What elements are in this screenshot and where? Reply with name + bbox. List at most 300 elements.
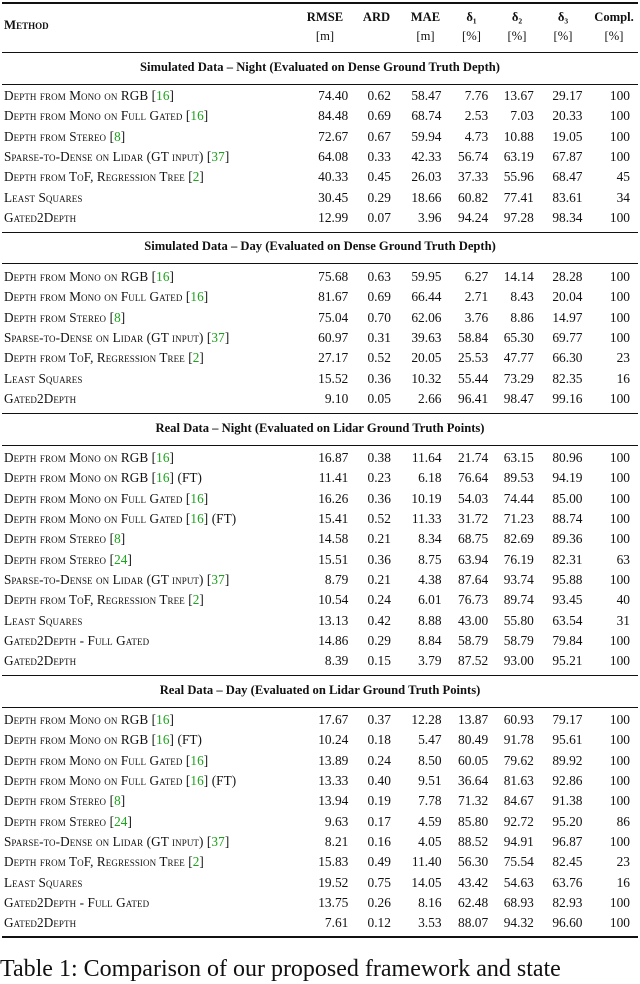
value-cell: 81.67 — [303, 287, 349, 307]
method-cell: Sparse-to-Dense on Lidar (GT input) [37] — [0, 147, 303, 167]
value-cell: 95.20 — [534, 811, 583, 831]
method-name: Gated2Depth — [4, 653, 76, 668]
mae-header — [400, 8, 451, 46]
value-cell: 26.03 — [391, 167, 442, 187]
citation-link[interactable]: 8 — [114, 129, 121, 144]
method-name: Depth from Mono on Full Gated — [4, 753, 183, 768]
table-row — [0, 529, 640, 549]
table-row — [0, 872, 640, 892]
value-cell: 0.17 — [348, 811, 391, 831]
value-cell: 0.31 — [348, 328, 391, 348]
value-cell: 88.07 — [442, 913, 489, 933]
citation-link[interactable]: 24 — [114, 814, 127, 829]
value-cell: 0.45 — [348, 167, 391, 187]
value-cell: 8.34 — [391, 529, 442, 549]
method-name: Gated2Depth - Full Gated — [4, 633, 149, 648]
method-name: Sparse-to-Dense on Lidar (GT input) — [4, 834, 204, 849]
value-cell: 43.00 — [442, 610, 489, 630]
citation-link[interactable]: 24 — [114, 552, 127, 567]
value-cell: 63.54 — [534, 610, 583, 630]
ard-header — [355, 8, 398, 27]
value-cell: 40.33 — [303, 167, 349, 187]
value-cell: 63.19 — [488, 147, 534, 167]
value-cell: 100 — [583, 730, 640, 750]
citation-link[interactable]: 16 — [190, 511, 203, 526]
delta1-unit: [%] — [448, 27, 495, 46]
value-cell: 14.14 — [488, 267, 534, 287]
citation-link[interactable]: 16 — [156, 732, 169, 747]
value-cell: 45 — [582, 167, 640, 187]
table-row — [0, 208, 640, 228]
value-cell: 91.78 — [488, 730, 534, 750]
table-row — [0, 448, 640, 468]
value-cell: 100 — [583, 771, 640, 791]
value-cell: 27.17 — [303, 348, 349, 368]
value-cell: 0.19 — [348, 791, 391, 811]
method-name: Least Squares — [4, 875, 83, 890]
value-cell: 68.93 — [488, 893, 534, 913]
value-cell: 100 — [583, 651, 640, 671]
value-cell: 13.75 — [303, 893, 349, 913]
table-row — [0, 468, 640, 488]
method-header: Method — [4, 18, 49, 33]
table-row — [0, 267, 640, 287]
value-cell: 58.47 — [391, 86, 442, 106]
method-name: Depth from Mono on RGB — [4, 732, 148, 747]
citation-link[interactable]: 37 — [211, 330, 224, 345]
value-cell: 93.45 — [534, 590, 583, 610]
table-row — [0, 893, 640, 913]
ard-label: ARD — [355, 8, 398, 27]
value-cell: 0.15 — [348, 651, 391, 671]
value-cell: 100 — [582, 389, 640, 409]
value-cell: 82.45 — [534, 852, 583, 872]
method-cell: Sparse-to-Dense on Lidar (GT input) [37] — [0, 328, 303, 348]
results-table-real-day — [0, 710, 640, 933]
value-cell: 11.33 — [391, 509, 442, 529]
citation-link[interactable]: 16 — [156, 712, 169, 727]
value-cell: 66.30 — [534, 348, 583, 368]
value-cell: 16.87 — [303, 448, 349, 468]
citation-link[interactable]: 16 — [190, 491, 203, 506]
value-cell: 100 — [583, 791, 640, 811]
table-row — [0, 913, 640, 933]
value-cell: 10.88 — [488, 127, 534, 147]
value-cell: 55.80 — [488, 610, 534, 630]
method-name: Depth from Mono on RGB — [4, 450, 148, 465]
value-cell: 20.04 — [534, 287, 583, 307]
citation-link[interactable]: 37 — [211, 149, 224, 164]
value-cell: 100 — [583, 893, 640, 913]
method-name: Least Squares — [4, 371, 83, 386]
value-cell: 68.74 — [391, 106, 442, 126]
section-rule — [2, 84, 638, 85]
value-cell: 88.74 — [534, 509, 583, 529]
value-cell: 100 — [582, 267, 640, 287]
method-cell — [0, 913, 303, 933]
citation-link[interactable]: 8 — [114, 310, 121, 325]
value-cell: 36.64 — [442, 771, 489, 791]
citation-link[interactable]: 16 — [156, 450, 169, 465]
value-cell: 28.28 — [534, 267, 583, 287]
value-cell: 98.47 — [488, 389, 534, 409]
value-cell: 17.67 — [303, 710, 349, 730]
value-cell: 9.63 — [303, 811, 349, 831]
value-cell: 14.97 — [534, 308, 583, 328]
value-cell: 68.75 — [442, 529, 489, 549]
method-name: Gated2Depth - Full Gated — [4, 895, 149, 910]
value-cell: 4.59 — [391, 811, 442, 831]
table-row — [0, 610, 640, 630]
method-cell — [0, 208, 303, 228]
value-cell: 100 — [582, 328, 640, 348]
value-cell: 0.36 — [348, 549, 391, 569]
value-cell: 62.06 — [391, 308, 442, 328]
value-cell: 55.44 — [441, 368, 488, 388]
value-cell: 65.30 — [488, 328, 534, 348]
compl-label: Compl. — [588, 8, 640, 27]
value-cell: 6.18 — [391, 468, 442, 488]
value-cell: 93.74 — [488, 570, 534, 590]
value-cell: 94.24 — [441, 208, 488, 228]
value-cell: 62.48 — [442, 893, 489, 913]
value-cell: 66.44 — [391, 287, 442, 307]
value-cell: 63.15 — [488, 448, 534, 468]
value-cell: 30.45 — [303, 187, 349, 207]
citation-link[interactable]: 16 — [190, 289, 203, 304]
value-cell: 0.67 — [348, 127, 391, 147]
value-cell: 0.37 — [348, 710, 391, 730]
value-cell: 84.67 — [488, 791, 534, 811]
value-cell: 7.76 — [441, 86, 488, 106]
results-table-sim-day — [0, 267, 640, 409]
value-cell: 43.42 — [442, 872, 489, 892]
value-cell: 73.29 — [488, 368, 534, 388]
method-cell: Depth from Mono on RGB [16] — [0, 267, 303, 287]
value-cell: 69.77 — [534, 328, 583, 348]
value-cell: 63.94 — [442, 549, 489, 569]
value-cell: 75.54 — [488, 852, 534, 872]
method-name: Depth from Mono on RGB — [4, 269, 148, 284]
section-end-rule — [2, 413, 638, 414]
value-cell: 100 — [583, 468, 640, 488]
value-cell: 89.36 — [534, 529, 583, 549]
method-cell: Depth from ToF, Regression Tree [2] — [0, 348, 303, 368]
section-title: Simulated Data – Night (Evaluated on Dense Ground Truth Depth) — [0, 60, 640, 75]
delta3-unit: [%] — [540, 27, 586, 46]
method-cell — [0, 651, 303, 671]
value-cell: 0.69 — [348, 106, 391, 126]
table-row — [0, 489, 640, 509]
value-cell: 5.47 — [391, 730, 442, 750]
value-cell: 63 — [583, 549, 640, 569]
value-cell: 25.53 — [441, 348, 488, 368]
value-cell: 23 — [582, 348, 640, 368]
value-cell: 59.95 — [391, 267, 442, 287]
table-row — [0, 187, 640, 207]
value-cell: 4.38 — [391, 570, 442, 590]
method-name: Depth from Mono on Full Gated — [4, 289, 183, 304]
value-cell: 14.58 — [303, 529, 349, 549]
table-header — [0, 2, 640, 50]
value-cell: 13.33 — [303, 771, 349, 791]
method-cell: Depth from Stereo [8] — [0, 308, 303, 328]
value-cell: 100 — [583, 832, 640, 852]
value-cell: 60.97 — [303, 328, 349, 348]
value-cell: 85.80 — [442, 811, 489, 831]
compl-unit: [%] — [588, 27, 640, 46]
citation-link[interactable]: 16 — [190, 753, 203, 768]
value-cell: 94.19 — [534, 468, 583, 488]
method-cell: Depth from Stereo [24] — [0, 549, 303, 569]
citation-link[interactable]: 8 — [114, 531, 121, 546]
value-cell: 79.17 — [534, 710, 583, 730]
table-row — [0, 328, 640, 348]
method-name: Depth from ToF, Regression Tree — [4, 350, 185, 365]
method-name: Depth from Mono on RGB — [4, 712, 148, 727]
value-cell: 58.79 — [488, 631, 534, 651]
value-cell: 100 — [583, 913, 640, 933]
method-name: Depth from Mono on RGB — [4, 470, 148, 485]
method-name: Least Squares — [4, 613, 83, 628]
citation-link[interactable]: 2 — [193, 592, 200, 607]
value-cell: 23 — [583, 852, 640, 872]
results-table-real-night — [0, 448, 640, 671]
value-cell: 100 — [582, 147, 640, 167]
method-suffix: (FT) — [212, 511, 237, 526]
value-cell: 72.67 — [303, 127, 349, 147]
value-cell: 60.05 — [442, 751, 489, 771]
citation-link[interactable]: 2 — [193, 350, 200, 365]
value-cell: 82.35 — [534, 368, 583, 388]
value-cell: 11.40 — [391, 852, 442, 872]
value-cell: 0.24 — [348, 751, 391, 771]
value-cell: 42.33 — [391, 147, 442, 167]
table-row — [0, 167, 640, 187]
value-cell: 79.62 — [488, 751, 534, 771]
table-row — [0, 590, 640, 610]
method-cell: Depth from Stereo [8] — [0, 791, 303, 811]
value-cell: 82.93 — [534, 893, 583, 913]
table-row — [0, 570, 640, 590]
value-cell: 56.74 — [441, 147, 488, 167]
value-cell: 12.28 — [391, 710, 442, 730]
value-cell: 81.63 — [488, 771, 534, 791]
bottom-rule — [2, 936, 638, 938]
method-name: Sparse-to-Dense on Lidar (GT input) — [4, 330, 204, 345]
value-cell: 21.74 — [442, 448, 489, 468]
value-cell: 88.52 — [442, 832, 489, 852]
value-cell: 0.24 — [348, 590, 391, 610]
value-cell: 94.91 — [488, 832, 534, 852]
value-cell: 60.82 — [441, 187, 488, 207]
value-cell: 56.30 — [442, 852, 489, 872]
value-cell: 37.33 — [441, 167, 488, 187]
value-cell: 76.73 — [442, 590, 489, 610]
method-name: Depth from Mono on RGB — [4, 88, 148, 103]
table-row — [0, 852, 640, 872]
method-name: Depth from ToF, Regression Tree — [4, 592, 185, 607]
value-cell: 85.00 — [534, 489, 583, 509]
header-rule — [2, 52, 638, 53]
citation-link[interactable]: 2 — [193, 854, 200, 869]
value-cell: 14.86 — [303, 631, 349, 651]
value-cell: 100 — [582, 86, 640, 106]
value-cell: 89.53 — [488, 468, 534, 488]
table-row — [0, 348, 640, 368]
delta3-label: δ₃ — [540, 8, 586, 27]
value-cell: 54.03 — [442, 489, 489, 509]
value-cell: 0.42 — [348, 610, 391, 630]
value-cell: 3.76 — [441, 308, 488, 328]
method-cell: Depth from Mono on RGB [16] — [0, 448, 303, 468]
value-cell: 8.84 — [391, 631, 442, 651]
method-cell: Sparse-to-Dense on Lidar (GT input) [37] — [0, 570, 303, 590]
section-rule — [2, 445, 638, 446]
value-cell: 95.61 — [534, 730, 583, 750]
value-cell: 75.04 — [303, 308, 349, 328]
value-cell: 87.64 — [442, 570, 489, 590]
method-suffix: (FT) — [177, 470, 202, 485]
value-cell: 16 — [582, 368, 640, 388]
value-cell: 92.72 — [488, 811, 534, 831]
value-cell: 0.70 — [348, 308, 391, 328]
mae-label: MAE — [400, 8, 451, 27]
method-cell — [0, 872, 303, 892]
citation-link[interactable]: 16 — [156, 88, 169, 103]
value-cell: 19.52 — [303, 872, 349, 892]
value-cell: 100 — [583, 448, 640, 468]
value-cell: 20.05 — [391, 348, 442, 368]
table-caption: Table 1: Comparison of our proposed framework and state — [0, 954, 640, 984]
method-cell: Depth from Mono on RGB [16] — [0, 710, 303, 730]
value-cell: 8.79 — [303, 570, 349, 590]
value-cell: 12.99 — [303, 208, 349, 228]
value-cell: 0.29 — [348, 187, 391, 207]
value-cell: 95.88 — [534, 570, 583, 590]
value-cell: 55.96 — [488, 167, 534, 187]
delta2-header — [494, 8, 540, 46]
table-row — [0, 389, 640, 409]
value-cell: 8.39 — [303, 651, 349, 671]
value-cell: 77.41 — [488, 187, 534, 207]
value-cell: 100 — [582, 308, 640, 328]
value-cell: 0.12 — [348, 913, 391, 933]
value-cell: 100 — [583, 631, 640, 651]
value-cell: 15.52 — [303, 368, 349, 388]
method-cell: Depth from Mono on Full Gated [16] — [0, 287, 303, 307]
value-cell: 8.21 — [303, 832, 349, 852]
value-cell: 14.05 — [391, 872, 442, 892]
value-cell: 75.68 — [303, 267, 349, 287]
citation-link[interactable]: 37 — [211, 572, 224, 587]
value-cell: 3.96 — [391, 208, 442, 228]
citation-link[interactable]: 16 — [190, 108, 203, 123]
value-cell: 58.84 — [441, 328, 488, 348]
value-cell: 3.79 — [391, 651, 442, 671]
method-cell — [0, 631, 303, 651]
table-row — [0, 651, 640, 671]
value-cell: 59.94 — [391, 127, 442, 147]
value-cell: 15.83 — [303, 852, 349, 872]
method-cell: Depth from Mono on Full Gated [16] (FT) — [0, 509, 303, 529]
value-cell: 13.13 — [303, 610, 349, 630]
value-cell: 100 — [583, 710, 640, 730]
table-row — [0, 127, 640, 147]
method-cell — [0, 187, 303, 207]
citation-link[interactable]: 16 — [156, 470, 169, 485]
section-title: Real Data – Day (Evaluated on Lidar Ground Truth Points) — [0, 683, 640, 698]
method-name: Depth from Mono on Full Gated — [4, 511, 183, 526]
value-cell: 8.50 — [391, 751, 442, 771]
section-end-rule — [2, 675, 638, 676]
citation-link[interactable]: 8 — [114, 793, 121, 808]
value-cell: 96.41 — [441, 389, 488, 409]
citation-link[interactable]: 16 — [156, 269, 169, 284]
value-cell: 94.32 — [488, 913, 534, 933]
value-cell: 100 — [583, 529, 640, 549]
value-cell: 0.69 — [348, 287, 391, 307]
method-name: Sparse-to-Dense on Lidar (GT input) — [4, 149, 204, 164]
value-cell: 4.73 — [441, 127, 488, 147]
method-cell: Depth from Mono on Full Gated [16] — [0, 106, 303, 126]
value-cell: 0.38 — [348, 448, 391, 468]
value-cell: 89.74 — [488, 590, 534, 610]
delta1-label: δ₁ — [448, 8, 495, 27]
value-cell: 8.75 — [391, 549, 442, 569]
table-row — [0, 631, 640, 651]
value-cell: 0.33 — [348, 147, 391, 167]
method-cell: Depth from Stereo [8] — [0, 127, 303, 147]
value-cell: 92.86 — [534, 771, 583, 791]
value-cell: 58.79 — [442, 631, 489, 651]
value-cell: 0.23 — [348, 468, 391, 488]
value-cell: 6.01 — [391, 590, 442, 610]
citation-link[interactable]: 37 — [211, 834, 224, 849]
method-name: Gated2Depth — [4, 210, 76, 225]
value-cell: 7.61 — [303, 913, 349, 933]
value-cell: 13.94 — [303, 791, 349, 811]
value-cell: 74.44 — [488, 489, 534, 509]
value-cell: 80.49 — [442, 730, 489, 750]
method-name: Least Squares — [4, 190, 83, 205]
delta3-header — [540, 8, 586, 46]
value-cell: 10.32 — [391, 368, 442, 388]
table-row — [0, 368, 640, 388]
delta2-label: δ₂ — [494, 8, 540, 27]
citation-link[interactable]: 2 — [193, 169, 200, 184]
method-name: Depth from Mono on Full Gated — [4, 491, 183, 506]
method-cell: Sparse-to-Dense on Lidar (GT input) [37] — [0, 832, 303, 852]
value-cell: 87.52 — [442, 651, 489, 671]
value-cell: 60.93 — [488, 710, 534, 730]
value-cell: 0.21 — [348, 529, 391, 549]
value-cell: 16 — [583, 872, 640, 892]
citation-link[interactable]: 16 — [190, 773, 203, 788]
value-cell: 9.10 — [303, 389, 349, 409]
value-cell: 0.62 — [348, 86, 391, 106]
section-end-rule — [2, 232, 638, 233]
value-cell: 93.00 — [488, 651, 534, 671]
method-name: Sparse-to-Dense on Lidar (GT input) — [4, 572, 204, 587]
value-cell: 86 — [583, 811, 640, 831]
value-cell: 0.16 — [348, 832, 391, 852]
table-row — [0, 832, 640, 852]
value-cell: 19.05 — [534, 127, 583, 147]
value-cell: 100 — [582, 208, 640, 228]
method-cell — [0, 368, 303, 388]
value-cell: 13.89 — [303, 751, 349, 771]
